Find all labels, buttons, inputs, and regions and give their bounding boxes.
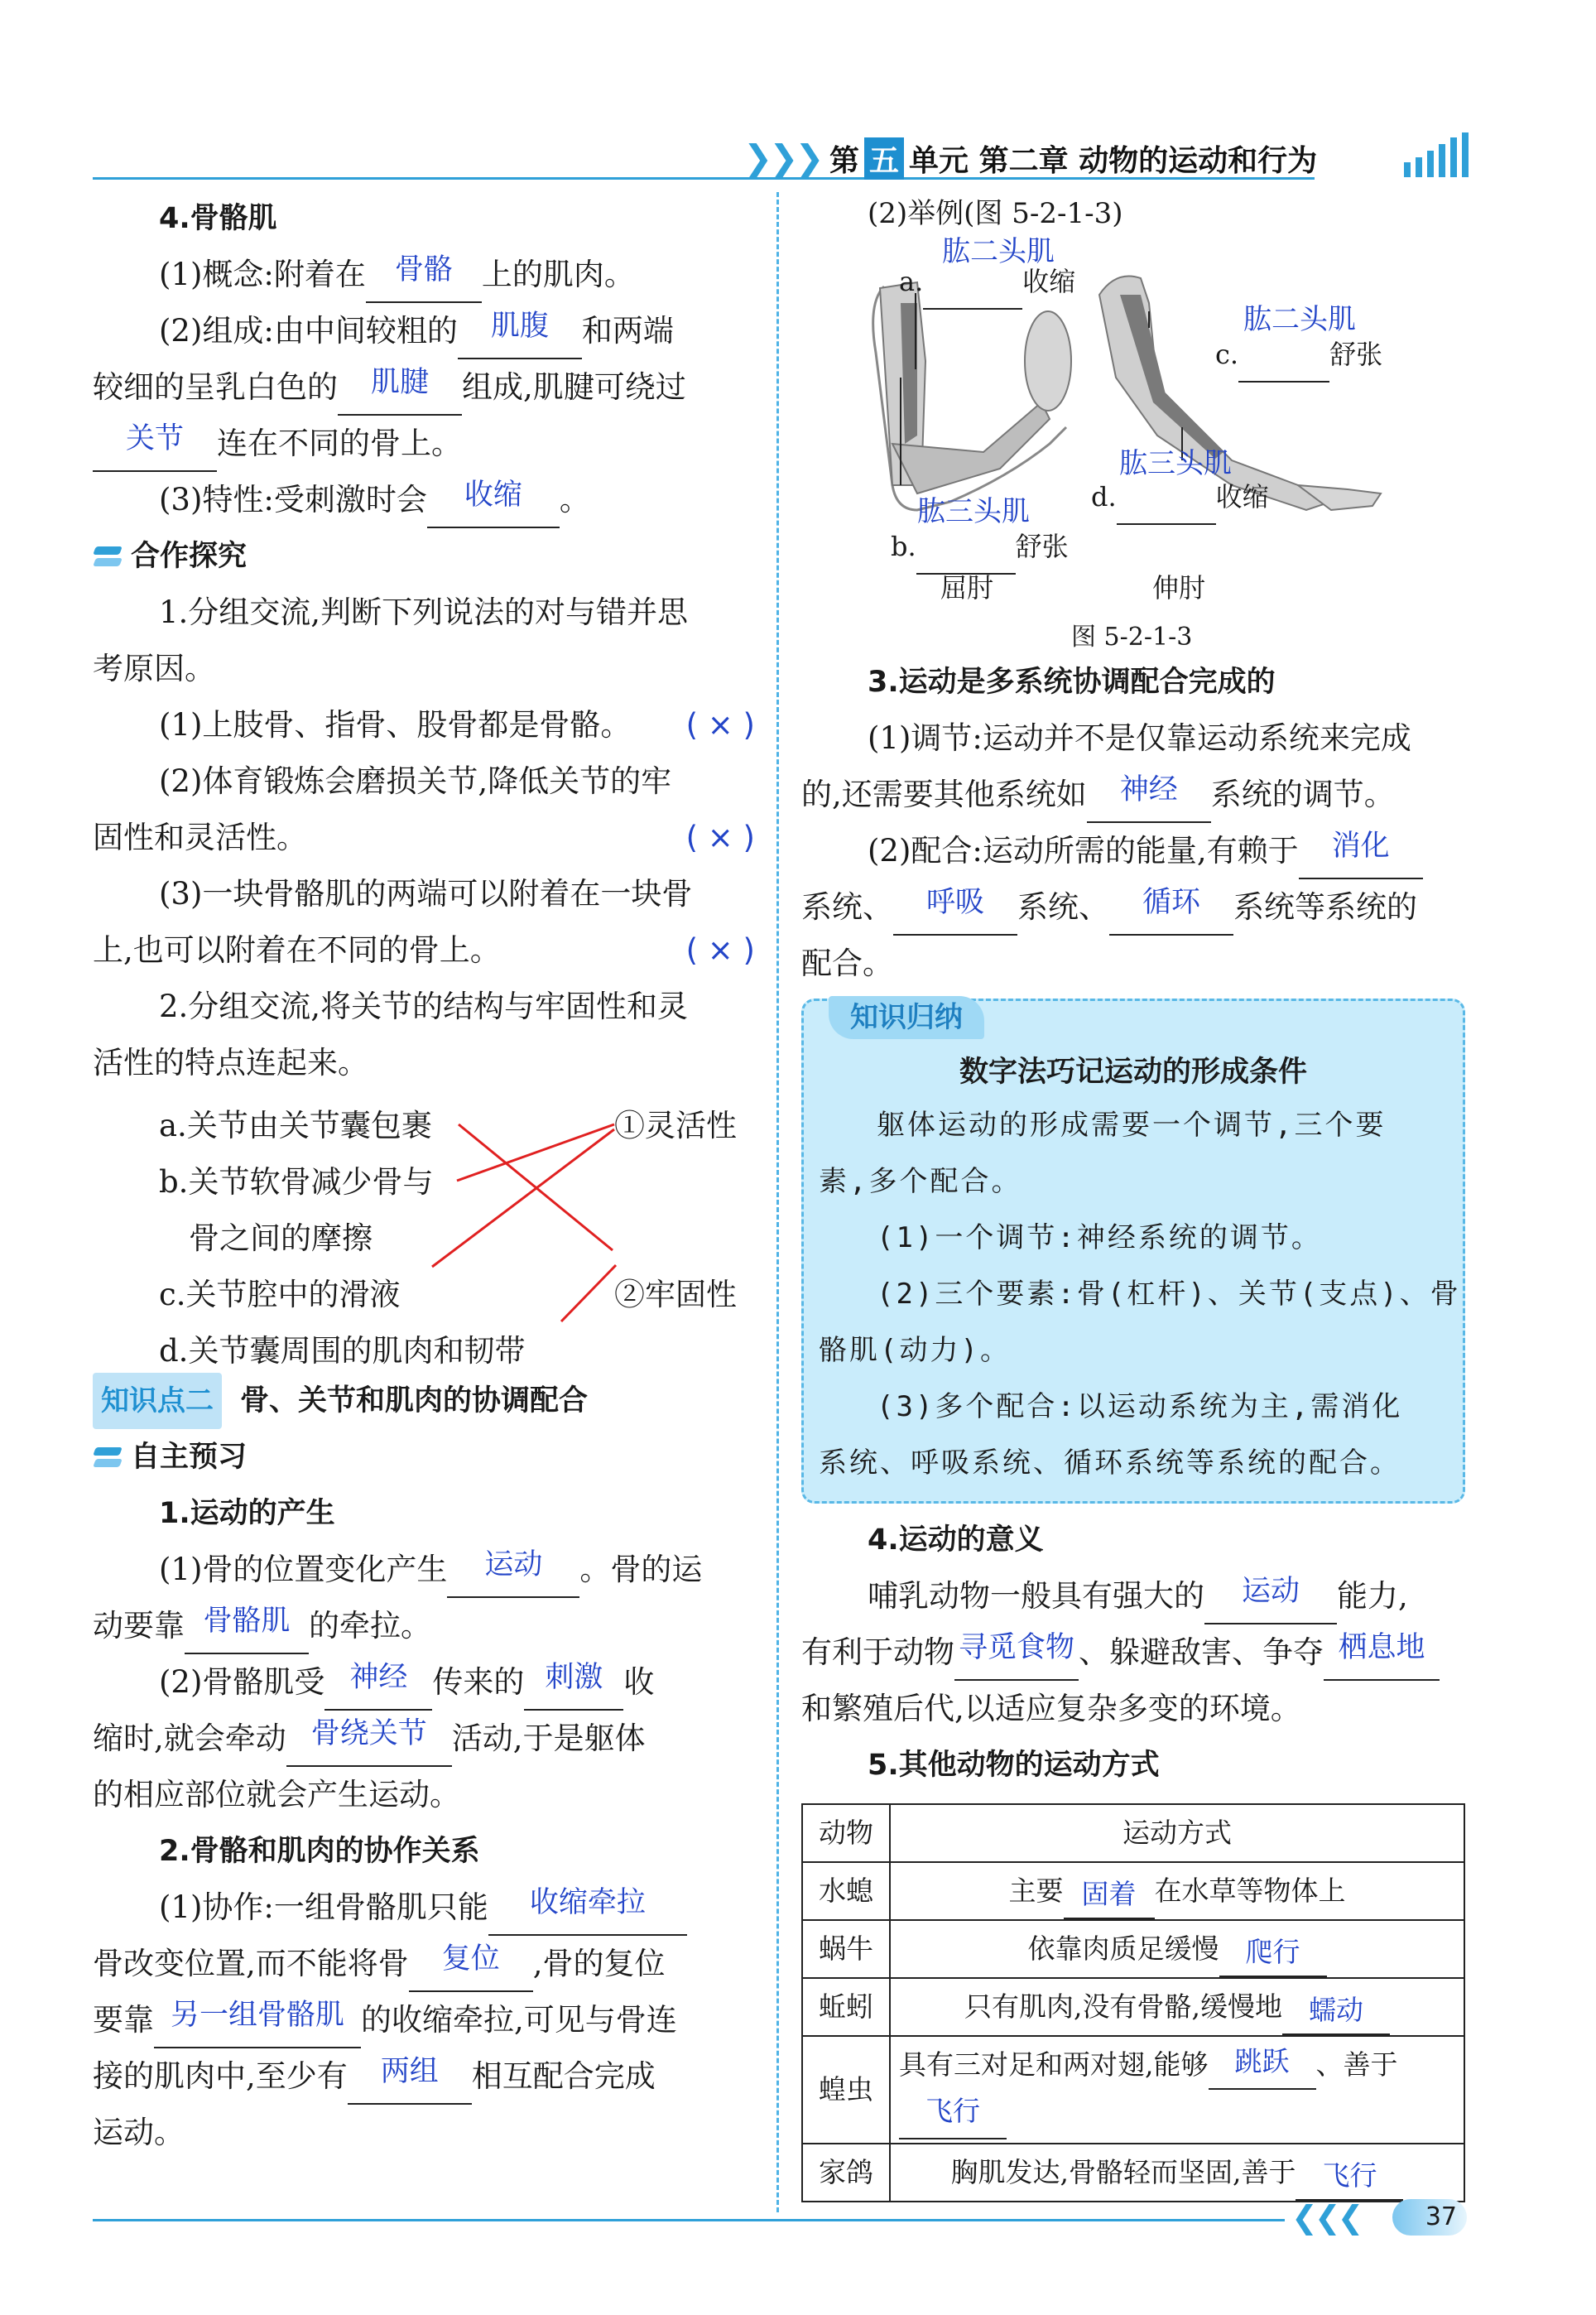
- q1-line2: 考原因。: [93, 651, 215, 686]
- answer-blank: [366, 253, 482, 303]
- s3-title: 3.运动是多系统协调配合完成的: [868, 666, 1276, 699]
- fig-flex-label: 屈肘: [940, 572, 994, 604]
- knowledge-point-tag: 知识点二: [93, 1373, 222, 1429]
- text: 舒张: [1329, 339, 1383, 370]
- table-cell-animal: 蚯蚓: [802, 1978, 890, 2036]
- fig-b-answer: 肱三头肌: [917, 495, 1030, 528]
- m1-2b: [93, 1711, 755, 1767]
- text: 系统等系统的: [1233, 889, 1417, 925]
- text: 有利于动物: [801, 1634, 954, 1670]
- m2-1b: [93, 1936, 755, 1992]
- table-header-cell: 运动方式: [890, 1804, 1464, 1862]
- handwritten-answer: 运动: [484, 1548, 543, 1581]
- table-cell-method: [890, 2036, 1464, 2144]
- text: 收缩: [1215, 481, 1269, 513]
- page-header: [93, 132, 1472, 182]
- text: 动要靠: [93, 1608, 185, 1644]
- answer-blank: [93, 422, 217, 472]
- header-arrows-icon: ❯❯❯: [743, 137, 821, 178]
- text: a.: [899, 266, 924, 297]
- text: 相互配合完成: [471, 2058, 656, 2094]
- answer-blank: [1087, 773, 1211, 823]
- summary-line: 系统、呼吸系统、循环系统等系统的配合。: [819, 1446, 1401, 1480]
- text: 系统、: [801, 889, 893, 925]
- s4-1: [93, 247, 755, 303]
- q1-3a: (3)一块骨骼肌的两端可以附着在一块骨: [159, 876, 693, 912]
- handwritten-answer: 飞行: [1322, 2159, 1377, 2192]
- figure-caption: 图 5-2-1-3: [1071, 623, 1193, 652]
- knowledge-point-title: 骨、关节和肌肉的协调配合: [240, 1384, 589, 1417]
- m1-1: [93, 1542, 755, 1598]
- answer-blank: [447, 1548, 579, 1598]
- s3-2b: [801, 879, 1465, 936]
- table-cell-animal: 水螅: [802, 1862, 890, 1920]
- summary-line: 素,多个配合。: [819, 1165, 1022, 1198]
- text: 系统的调节。: [1210, 777, 1395, 812]
- summary-title: 数字法巧记运动的形成条件: [959, 1056, 1307, 1089]
- text: 具有三对足和两对翅,能够: [899, 2048, 1209, 2081]
- handwritten-answer: 运动: [1241, 1575, 1300, 1608]
- s4-3: [93, 472, 755, 528]
- summary-tag: 知识归纳: [829, 996, 984, 1039]
- handwritten-answer: 跳跃: [1234, 2045, 1290, 2077]
- table-cell-animal: 家鸽: [802, 2144, 890, 2202]
- text: 、躲避敌害、争夺: [1079, 1634, 1324, 1670]
- handwritten-answer: 关节: [125, 422, 184, 455]
- answer-blank: [1204, 1575, 1337, 1624]
- table-cell-method: [890, 1920, 1464, 1978]
- book-stack-icon: [93, 543, 124, 570]
- text: 。: [559, 482, 590, 517]
- answer-blank: [954, 1631, 1079, 1681]
- m2-1d: [93, 2048, 755, 2105]
- match-item-b2: 骨之间的摩擦: [189, 1220, 373, 1256]
- m1-2: [93, 1654, 755, 1711]
- match-line-c: [432, 1129, 614, 1267]
- answer-blank: [899, 2095, 1007, 2139]
- summary-line: (1)一个调节:神经系统的调节。: [877, 1221, 1322, 1254]
- handwritten-answer: 消化: [1331, 830, 1390, 863]
- answer-blank: [1299, 830, 1423, 879]
- knowledge-summary-box: [801, 999, 1465, 1504]
- text: 收: [623, 1664, 655, 1700]
- summary-line: 骼肌(动力)。: [819, 1334, 1011, 1367]
- text: (2)组成:由中间较粗的: [159, 313, 458, 349]
- table-cell-method: [890, 1978, 1464, 2036]
- section-self-study: [93, 1429, 755, 1485]
- q1-3b: [93, 922, 755, 979]
- text: 。骨的运: [579, 1552, 703, 1587]
- answer-blank: [286, 1717, 452, 1767]
- text: 和两端: [581, 313, 674, 349]
- fig-c-label: [1215, 326, 1382, 383]
- answer-blank: [324, 1661, 432, 1711]
- table-row: [802, 2144, 1464, 2202]
- fig-d-answer: 肱三头肌: [1119, 447, 1232, 480]
- text: 接的肌肉中,至少有: [93, 2058, 348, 2094]
- text: 、善于: [1315, 2048, 1398, 2081]
- judge-mark: ( × ): [685, 707, 755, 743]
- handwritten-answer: 收缩: [464, 479, 522, 512]
- header-prefix: 第: [829, 144, 860, 178]
- handwritten-answer: 骨骼: [394, 253, 453, 286]
- text: 连在不同的骨上。: [217, 426, 462, 461]
- match-line-b: [457, 1124, 614, 1181]
- table-header-row: [802, 1804, 1464, 1862]
- text: (1)骨的位置变化产生: [159, 1552, 448, 1587]
- answer-blank: [1282, 1994, 1390, 2035]
- s3-1a: (1)调节:运动并不是仅靠运动系统来完成: [868, 720, 1411, 756]
- arm-figure: [801, 237, 1465, 667]
- header-rest: 单元 第二章 动物的运动和行为: [909, 144, 1318, 178]
- book-stack-icon: [93, 1444, 124, 1470]
- answer-blank: [1296, 2159, 1403, 2201]
- summary-line: 躯体运动的形成需要一个调节,三个要: [877, 1109, 1387, 1142]
- handwritten-answer: 循环: [1142, 886, 1200, 919]
- q2-line1: 2.分组交流,将关节的结构与牢固性和灵: [159, 989, 689, 1024]
- answer-blank: [488, 1886, 687, 1936]
- s5-title: 5.其他动物的运动方式: [868, 1749, 1160, 1782]
- text: 依靠肉质足缓慢: [1027, 1932, 1219, 1965]
- answer-blank: [348, 2055, 472, 2105]
- fig-a-answer: 肱二头肌: [942, 235, 1055, 268]
- text: (1)协作:一组骨骼肌只能: [159, 1889, 488, 1925]
- m2-1: [93, 1879, 755, 1936]
- text: ,骨的复位: [532, 1946, 666, 1981]
- q2-line2: 活性的特点连起来。: [93, 1045, 368, 1080]
- section-title: 自主预习: [131, 1441, 248, 1474]
- movement-table: [801, 1803, 1465, 2202]
- q1-2b: [93, 810, 755, 866]
- handwritten-answer: 固着: [1081, 1878, 1137, 1910]
- text: 主要: [1008, 1875, 1064, 1907]
- handwritten-answer: 寻觅食物: [958, 1631, 1074, 1664]
- unit-number: 五: [864, 137, 904, 180]
- answer-blank: [409, 1942, 533, 1992]
- answer-blank: [458, 310, 582, 359]
- answer-blank: [427, 479, 560, 528]
- table-row: [802, 1862, 1464, 1920]
- text: 1.分组交流,判断下列说法的对与错并思: [159, 594, 689, 630]
- text: c.: [1215, 339, 1239, 370]
- handwritten-answer: 肌腱: [370, 366, 429, 399]
- text: (2)配合:运动所需的能量,有赖于: [868, 833, 1299, 869]
- handwritten-answer: 栖息地: [1338, 1631, 1425, 1664]
- text: (3)特性:受刺激时会: [159, 482, 427, 517]
- answer-blank: [1209, 2045, 1316, 2090]
- fig-d-label: [1091, 469, 1269, 525]
- answer-blank: [524, 1661, 623, 1711]
- handwritten-answer: 另一组骨骼肌: [170, 1999, 344, 2032]
- q1-line1: [93, 585, 755, 641]
- match-line-d: [561, 1265, 616, 1321]
- s4-2c: [93, 416, 755, 472]
- s4-1-right: [801, 1568, 1465, 1624]
- table-cell-method: [890, 1862, 1464, 1920]
- page-number: 37: [1392, 2199, 1467, 2236]
- table-cell-animal: 蜗牛: [802, 1920, 890, 1978]
- section-cooperation: [93, 528, 755, 585]
- judge-mark: ( × ): [685, 820, 755, 855]
- answer-blank: [923, 280, 1022, 310]
- match-item-b1: b.关节软骨减少骨与: [159, 1164, 434, 1200]
- table-row: [802, 1978, 1464, 2036]
- text: 哺乳动物一般具有强大的: [868, 1578, 1204, 1614]
- fig-c-answer: 肱二头肌: [1243, 303, 1356, 336]
- text: 能力,: [1337, 1578, 1408, 1614]
- answer-blank: [185, 1605, 309, 1654]
- left-column: [93, 190, 755, 2161]
- s4-title: 4.骨骼肌: [159, 202, 277, 235]
- signal-bars-icon: [1401, 132, 1472, 179]
- header-title: [829, 137, 1317, 180]
- handwritten-answer: 两组: [380, 2055, 439, 2088]
- text: 胸肌发达,骨骼轻而坚固,善于: [950, 2156, 1296, 2188]
- answer-blank: [1219, 1936, 1327, 1977]
- table-cell-animal: 蝗虫: [802, 2036, 890, 2144]
- text: (1)上肢骨、指骨、股骨都是骨骼。: [159, 707, 632, 743]
- table-row: [802, 2036, 1464, 2144]
- footer-rule: [93, 2219, 1285, 2221]
- text: 活动,于是躯体: [451, 1721, 646, 1756]
- answer-blank: [338, 366, 462, 416]
- footer-arrows-icon: ❮❮❮: [1291, 2199, 1361, 2236]
- text: 舒张: [1015, 531, 1069, 562]
- text: 上,也可以附着在不同的骨上。: [93, 932, 501, 968]
- s4-title-right: 4.运动的意义: [868, 1523, 1044, 1557]
- s4-2b: [93, 359, 755, 416]
- text: 只有肌肉,没有骨骼,缓慢地: [964, 1990, 1282, 2023]
- column-divider: [776, 192, 779, 2212]
- match-item-a: a.关节由关节囊包裹: [159, 1108, 432, 1143]
- answer-blank: [1238, 353, 1329, 383]
- handwritten-answer: 飞行: [925, 2095, 980, 2127]
- handwritten-answer: 神经: [1119, 773, 1178, 806]
- handwritten-answer: 骨绕关节: [310, 1717, 427, 1750]
- fig-a-label: [899, 253, 1075, 310]
- text: 组成,肌腱可绕过: [462, 369, 686, 405]
- answer-blank: [154, 1999, 361, 2048]
- example-title: (2)举例(图 5-2-1-3): [868, 197, 1123, 230]
- answer-blank: [1117, 495, 1216, 525]
- text: 上的肌肉。: [481, 257, 635, 292]
- text: 要靠: [93, 2002, 154, 2038]
- s3-2: [801, 823, 1465, 879]
- section-title: 合作探究: [131, 540, 248, 573]
- answer-blank: [1324, 1631, 1440, 1681]
- handwritten-answer: 呼吸: [925, 886, 984, 919]
- summary-line: (2)三个要素:骨(杠杆)、关节(支点)、骨: [877, 1278, 1461, 1311]
- text: (1)概念:附着在: [159, 257, 366, 292]
- handwritten-answer: 蠕动: [1308, 1994, 1363, 2026]
- text: 系统、: [1017, 889, 1109, 925]
- match-item-c: c.关节腔中的滑液: [159, 1277, 401, 1312]
- text: 的牵拉。: [309, 1608, 431, 1644]
- answer-blank: [1064, 1878, 1155, 1919]
- flexed-hand: [1025, 311, 1071, 411]
- m2-1e: 运动。: [93, 2115, 185, 2150]
- s3-1b: [801, 767, 1465, 823]
- q1-2a: (2)体育锻炼会磨损关节,降低关节的牢: [159, 763, 672, 799]
- text: d.: [1091, 481, 1117, 513]
- handwritten-answer: 刺激: [545, 1661, 603, 1694]
- right-column: [801, 190, 1465, 2202]
- answer-blank: [893, 886, 1017, 936]
- s4-2: [93, 303, 755, 359]
- match-target-1: ①灵活性: [614, 1108, 737, 1143]
- text: (2)骨骼肌受: [159, 1664, 325, 1700]
- fig-ext-label: 伸肘: [1152, 572, 1206, 604]
- match-target-2: ②牢固性: [614, 1277, 737, 1312]
- table-cell-method: [890, 2144, 1464, 2202]
- s3-2c: 配合。: [801, 946, 893, 981]
- table-row: [802, 1920, 1464, 1978]
- text: 的收缩牵拉,可见与骨连: [361, 2002, 677, 2038]
- text: 缩时,就会牵动: [93, 1721, 286, 1756]
- s4-3-right: 和繁殖后代,以适应复杂多变的环境。: [801, 1691, 1301, 1726]
- handwritten-answer: 骨骼肌: [203, 1605, 291, 1638]
- s4-2-right: [801, 1624, 1465, 1681]
- page-footer: [93, 2199, 1467, 2240]
- text: 在水草等物体上: [1154, 1875, 1346, 1907]
- table-header-cell: 动物: [802, 1804, 890, 1862]
- match-item-d: d.关节囊周围的肌肉和韧带: [159, 1333, 526, 1369]
- text: 收缩: [1022, 266, 1076, 297]
- summary-line: (3)多个配合:以运动系统为主,需消化: [877, 1390, 1403, 1423]
- handwritten-answer: 复位: [441, 1942, 500, 1976]
- text: 固性和灵活性。: [93, 820, 307, 855]
- text: 骨改变位置,而不能将骨: [93, 1946, 409, 1981]
- text: 的,还需要其他系统如: [801, 777, 1087, 812]
- handwritten-answer: 神经: [349, 1661, 408, 1694]
- m1-1b: [93, 1598, 755, 1654]
- matching-exercise: [93, 1091, 755, 1422]
- handwritten-answer: 爬行: [1245, 1936, 1300, 1968]
- m1-title: 1.运动的产生: [159, 1497, 335, 1530]
- answer-blank: [1109, 886, 1233, 936]
- m2-1c: [93, 1992, 755, 2048]
- text: b.: [891, 531, 916, 562]
- q1-1: [93, 697, 755, 753]
- handwritten-answer: 收缩牵拉: [529, 1886, 646, 1919]
- judge-mark: ( × ): [685, 932, 755, 968]
- m1-2c: 的相应部位就会产生运动。: [93, 1777, 460, 1812]
- handwritten-answer: 肌腹: [490, 310, 549, 343]
- m2-title: 2.骨骼和肌肉的协作关系: [159, 1835, 480, 1868]
- text: 传来的: [432, 1664, 525, 1700]
- text: 较细的呈乳白色的: [93, 369, 338, 405]
